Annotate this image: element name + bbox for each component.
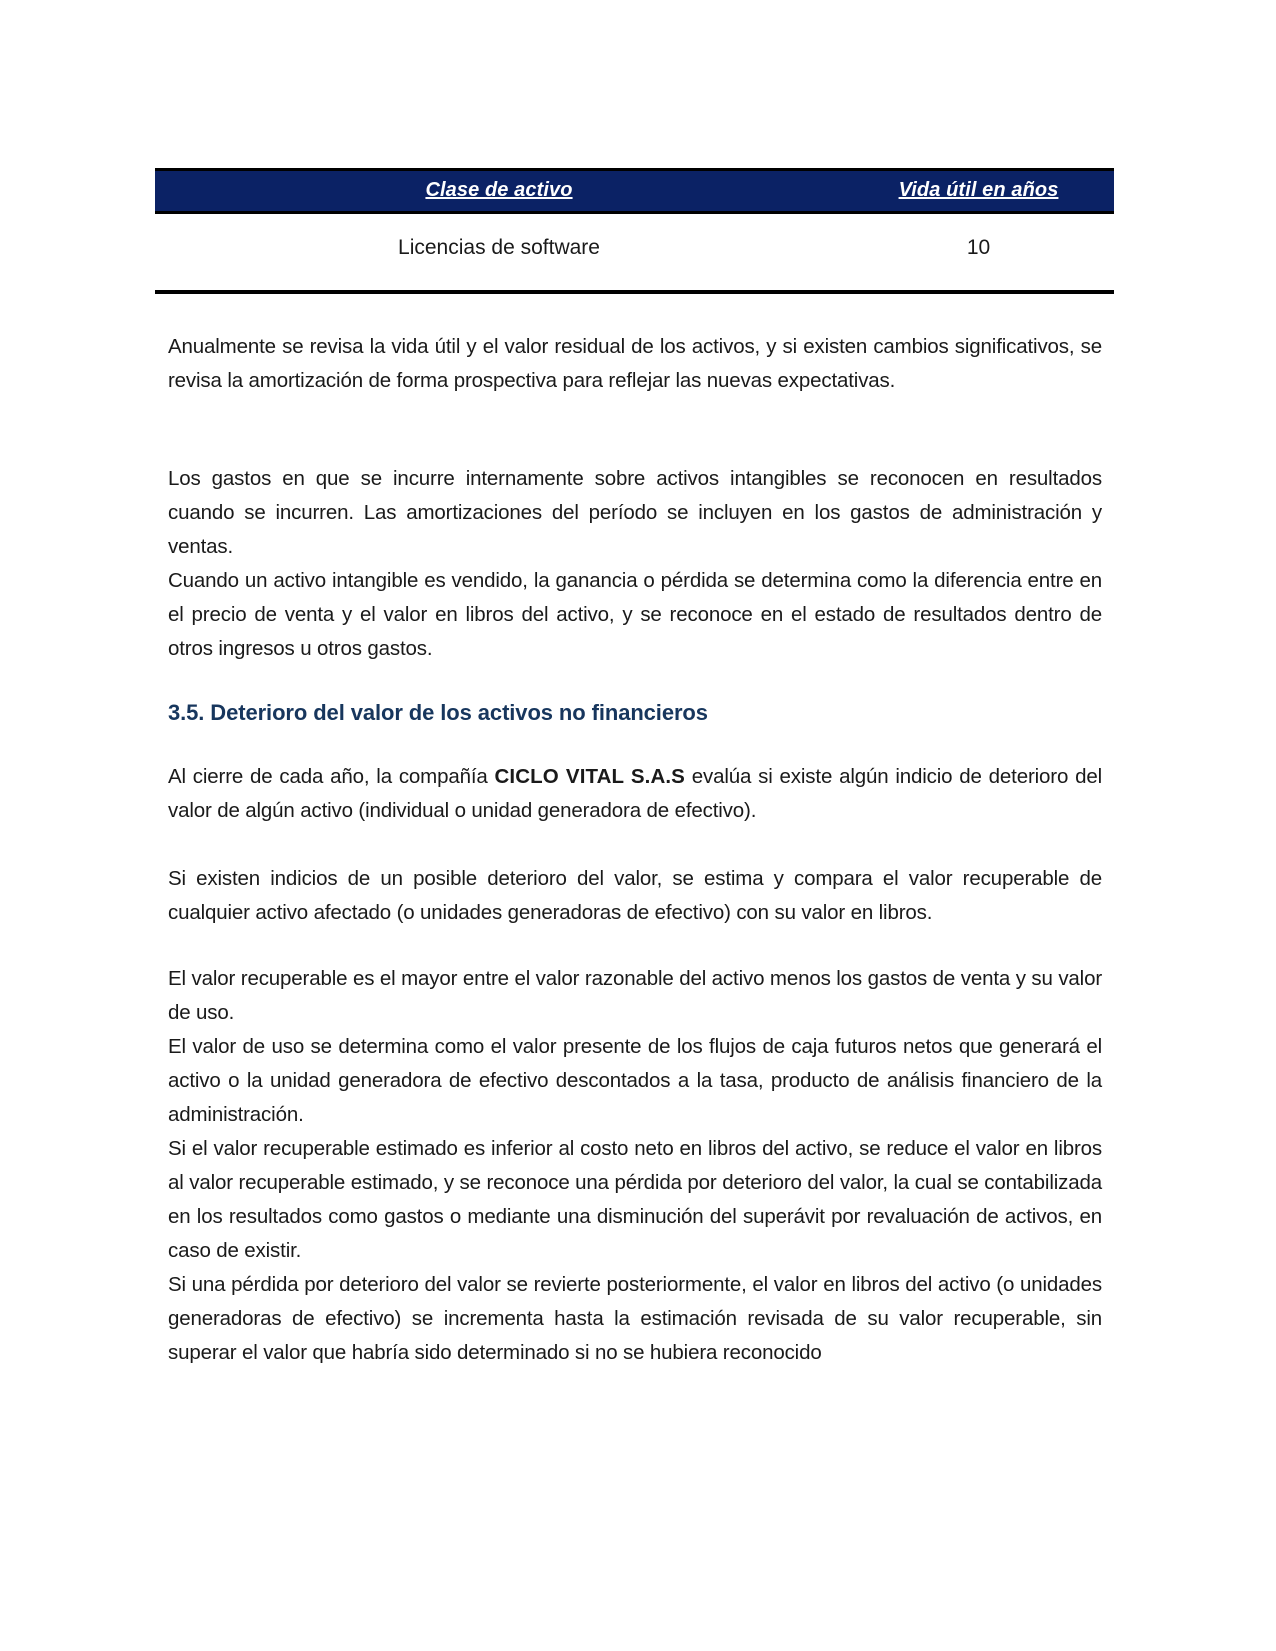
paragraph-indicios-deterioro: Si existen indicios de un posible deterioro del valor, se estima y compara el valor recuperable de cualquier activo afectado (o unidades generadoras de efectivo) con su valor en libros. [168, 867, 1102, 924]
section-heading-3-5 [168, 698, 1102, 728]
paragraph-perdida-revierte: Si una pérdida por deterioro del valor se revierte posteriormente, el valor en libros del activo (o unidades generadoras de efectivo) se incrementa hasta la estimación revisada de su valor recuperable, sin superar el valor que habría sido determinado si no se hubiera reconocido [168, 1273, 1102, 1364]
paragraph-gastos-internos: Los gastos en que se incurre internamente sobre activos intangibles se reconocen en resultados cuando se incurren. Las amortizaciones del período se incluyen en los gastos de administración y ventas. [168, 467, 1102, 558]
paragraph-text-before-company: Al cierre de cada año, la compañía [168, 765, 495, 788]
paragraph-block-6 [168, 1132, 1102, 1370]
cell-useful-life: 10 [843, 213, 1114, 293]
paragraph-block-1 [168, 330, 1102, 398]
table-header-row [155, 170, 1114, 213]
asset-useful-life-table [155, 168, 1114, 294]
table-row [155, 213, 1114, 293]
paragraph-text-after-company: evalúa si existe algún indicio de deterioro del valor de algún activo (individual o unidad generadora de efectivo). [168, 765, 1102, 822]
paragraph-block-4 [168, 862, 1102, 930]
table-head [155, 170, 1114, 213]
paragraph-valor-recuperable-inferior: Si el valor recuperable estimado es inferior al costo neto en libros del activo, se reduce el valor en libros al valor recuperable estimado, y se reconoce una pérdida por deterioro del valor, la cual se contabilizada en los resultados como gastos o mediante una disminución del superávit por revaluación de activos, en caso de existir. [168, 1137, 1102, 1262]
table-header-useful-life: Vida útil en años [843, 170, 1114, 213]
paragraph-cierre-de-ano [168, 760, 1102, 828]
table-header-asset-class: Clase de activo [155, 170, 843, 213]
paragraph-valor-recuperable-mayor: El valor recuperable es el mayor entre el valor razonable del activo menos los gastos de venta y su valor de uso. [168, 967, 1102, 1024]
paragraph-valor-de-uso: El valor de uso se determina como el valor presente de los flujos de caja futuros netos que generará el activo o la unidad generadora de efectivo descontados a la tasa, producto de análisis financiero de la administración. [168, 1035, 1102, 1126]
section-heading-label: 3.5. Deterioro del valor de los activos no financieros [168, 700, 708, 725]
cell-asset-class: Licencias de software [155, 213, 843, 293]
company-name: CICLO VITAL S.A.S [494, 765, 685, 788]
table-body [155, 213, 1114, 293]
paragraph-block-3 [168, 760, 1102, 828]
paragraph-block-2 [168, 462, 1102, 666]
paragraph-anualmente-revision: Anualmente se revisa la vida útil y el valor residual de los activos, y si existen cambios significativos, se revisa la amortización de forma prospectiva para reflejar las nuevas expectativas. [168, 335, 1102, 392]
paragraph-block-5 [168, 962, 1102, 1132]
paragraph-activo-vendido: Cuando un activo intangible es vendido, la ganancia o pérdida se determina como la diferencia entre en el precio de venta y el valor en libros del activo, y se reconoce en el estado de resultados dentro de otros ingresos u otros gastos. [168, 569, 1102, 660]
